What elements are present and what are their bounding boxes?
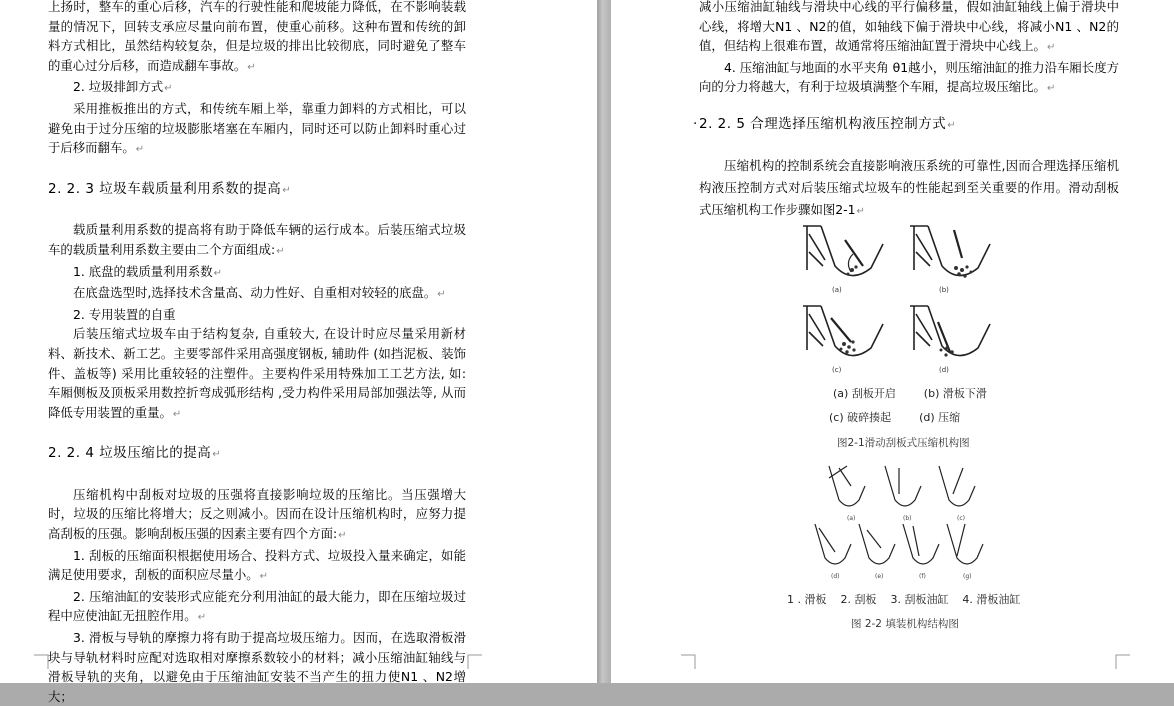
- right-page: [611, 0, 1174, 683]
- section-heading: 2. 2. 4 垃圾压缩比的提高↵: [48, 445, 222, 462]
- figure-2-2-caption: 图 2-2 填装机构结构图: [851, 618, 959, 630]
- figure-sublabel: (g): [963, 573, 972, 580]
- page-corner-mark: [34, 653, 48, 667]
- paragraph: 2. 压缩油缸的安装形式应能充分利用油缸的最大能力，即在压缩垃圾过程中应使油缸无扭腔作用。↵: [48, 588, 466, 624]
- figure-sublabel: (c): [957, 515, 965, 522]
- compression-mechanism-diagram: [796, 218, 996, 378]
- paragraph: 压缩机构的控制系统会直接影响液压系统的可靠性,因而合理选择压缩机构液压控制方式对后装压缩式垃圾车的性能起到至关重要的作用。滑动刮板式压缩机构工作步骤如图2-1↵: [699, 157, 1119, 217]
- left-text-column: [48, 0, 466, 706]
- figure-2-1-legend-row-2: (c) 破碎揍起 (d) 压缩: [829, 411, 961, 424]
- paragraph: 1. 刮板的压缩面积根据使用场合、投料方式、垃圾投入量来确定，如能满足使用要求，刮板的面积应尽量小。↵: [48, 547, 466, 583]
- page-gutter: [597, 0, 611, 683]
- paragraph: 上扬时，整车的重心后移，汽车的行驶性能和爬坡能力降低，在不影响装载量的情况下，回转支承应尽量向前布置，使重心前移。这种布置和传统的卸料方式相比，虽然结构较复杂，但是垃圾的排出比较彻底，同时避免了整车的重心过分后移，而造成翻车事故。↵: [48, 0, 466, 73]
- paragraph: 压缩机构中刮板对垃圾的压强将直接影响垃圾的压缩比。当压强增大时，垃圾的压缩比将增大；反之则减小。因而在设计压缩机构时，应努力提高刮板的压强。影响刮板压强的因素主要有四个方面:↵: [48, 486, 466, 542]
- paragraph: 载质量利用系数的提高将有助于降低车辆的运行成本。后装压缩式垃圾车的载质量利用系数主要由二个方面组成:↵: [48, 222, 466, 257]
- filling-mechanism-diagram: [811, 460, 991, 584]
- figure-2-2-drawings: [811, 460, 991, 584]
- list-heading: 2. 专用装置的自重: [73, 306, 176, 322]
- page-corner-mark: [1114, 653, 1128, 667]
- paragraph: 在底盘选型时,选择技术含量高、动力性好、自重相对较轻的底盘。↵: [73, 285, 446, 301]
- figure-sublabel: (e): [875, 573, 884, 580]
- figure-sublabel: (a): [847, 515, 856, 522]
- section-heading: 2. 2. 3 垃圾车载质量利用系数的提高↵: [48, 180, 292, 197]
- page-corner-mark: [681, 653, 695, 667]
- figure-sublabel: (a): [832, 286, 842, 294]
- paragraph: 减小压缩油缸轴线与滑块中心线的平行偏移量，假如油缸轴线上偏于滑块中心线，将增大N1 、N2的值，如轴线下偏于滑块中心线，将减小N1 、N2的值，但结构上很难布置，故通常将压缩油缸置于滑块中心线上。↵: [699, 0, 1119, 54]
- figure-2-1-drawings: [796, 218, 996, 378]
- figure-2-2-legend: 1 . 滑板 2. 刮板 3. 刮板油缸 4. 滑板油缸: [787, 593, 1021, 606]
- paragraph: 3. 滑板与导轨的摩擦力将有助于提高垃圾压缩力。因而，在选取滑板滑块与导轨材料时应配对选取相对摩擦系数较小的材料；减小压缩油缸轴线与滑板导轨的夹角，以避免由于压缩油缸安装不当产生的扭力使N1 、N2增大；: [48, 630, 466, 704]
- section-heading: · 2. 2. 5 合理选择压缩机构液压控制方式↵: [693, 115, 957, 132]
- paragraph: 后装压缩式垃圾车由于结构复杂, 自重较大, 在设计时应尽量采用新材料、新技术、新工艺。主要零部件采用高强度钢板, 辅助件 (如挡泥板、装饰件、盖板等) 采用比重较轻的注塑件。主要构件采用特殊加工工艺方法, 如: 车厢侧板及顶板采用数控折弯成弧形结构 ,受力构件采用局部加强法等, 从而降低专用装置的重量。↵: [48, 326, 466, 420]
- figure-sublabel: (d): [939, 366, 949, 374]
- page-corner-mark: [466, 653, 480, 667]
- paragraph: 4. 压缩油缸与地面的水平夹角 θ1越小，则压缩油缸的推力沿车厢长度方向的分力将越大，有利于垃圾填满整个车厢，提高垃圾压缩比。↵: [699, 59, 1119, 95]
- list-heading: 2. 垃圾排卸方式↵: [73, 79, 173, 95]
- right-text-column: [693, 0, 1119, 223]
- figure-sublabel: (f): [919, 573, 926, 580]
- figure-sublabel: (b): [903, 515, 912, 522]
- figure-2-1-caption: 图2-1滑动刮板式压缩机构图: [837, 437, 970, 449]
- paragraph: 采用推板推出的方式，和传统车厢上举，靠重力卸料的方式相比，可以避免由于过分压缩的垃圾膨胀堵塞在车厢内，同时还可以防止卸料时重心过于后移而翻车。↵: [48, 100, 466, 156]
- figure-2-1-legend-row-1: (a) 刮板开启 (b) 滑板下滑: [833, 387, 987, 400]
- figure-sublabel: (c): [832, 366, 842, 374]
- figure-sublabel: (b): [939, 286, 949, 294]
- figure-sublabel: (d): [831, 573, 840, 580]
- list-heading: 1. 底盘的载质量利用系数↵: [73, 263, 223, 279]
